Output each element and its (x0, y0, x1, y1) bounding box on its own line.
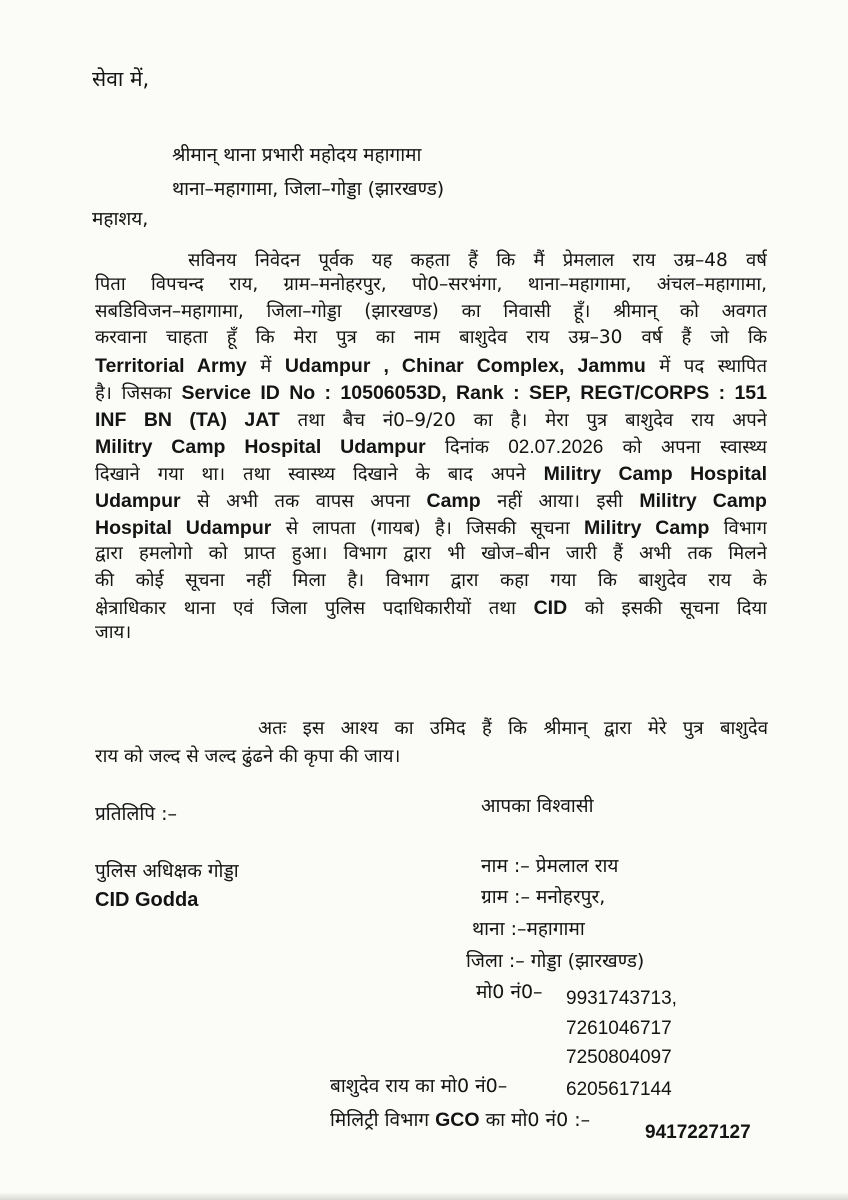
cid-word: CID (533, 597, 568, 619)
body-text: दिखाने गया था। तथा स्वास्थ्य दिखाने के बाद अपने (95, 464, 544, 485)
mobile-number-2: 7261046717 (566, 1018, 672, 1039)
gco-mobile-number: 9417227127 (645, 1122, 751, 1143)
service-id: Service ID No : 10506053D, Rank : SEP, REGT/CORPS : 151 (181, 382, 767, 404)
posting-location: Udampur , Chinar Complex, Jammu (284, 355, 646, 377)
body-line-14 (95, 595, 767, 622)
body-line-13: की कोई सूचना नहीं मिला है। विभाग द्वारा कहा गया कि बाशुदेव राय के (95, 570, 767, 591)
mobile-label: मो0 नं0– (476, 981, 543, 1003)
mobile-number-1: 9931743713, (566, 988, 677, 1009)
gco-word: GCO (435, 1109, 480, 1131)
son-mobile-number: 6205617144 (566, 1079, 672, 1100)
sender-village: ग्राम :– मनोहरपुर, (481, 886, 606, 908)
greeting: महाशय, (92, 208, 149, 230)
camp-name: Militry Camp (639, 490, 767, 512)
body-text: विभाग (709, 518, 767, 539)
sender-district: जिला :– गोड्डा (झारखण्ड) (466, 950, 645, 972)
body-line-15: जाय। (95, 622, 132, 643)
body-line-2: पिता विपचन्द राय, ग्राम–मनोहरपुर, पो0–सरभंगा, थाना–महागामा, अंचल–महागामा, (95, 274, 767, 295)
body-text: क्षेत्राधिकार थाना एवं जिला पुलिस पदाधिकारीयों तथा (95, 598, 534, 619)
body-text: नहीं आया। इसी (480, 491, 640, 512)
body-line-4: करवाना चाहता हूँ कि मेरा पुत्र का नाम बाशुदेव राय उम्र–30 वर्ष हैं जो कि (95, 327, 767, 348)
page-bottom-edge (0, 1192, 848, 1200)
body-line-8 (95, 434, 767, 461)
sender-thana: थाना :–महागामा (472, 918, 585, 940)
sender-name: नाम :– प्रेमलाल राय (481, 855, 619, 877)
copy-recipient-1: पुलिस अधिक्षक गोड्डा (95, 860, 239, 882)
hospital-name: Udampur (95, 490, 181, 512)
body-line-12: द्वारा हमलोगो को प्राप्त हुआ। विभाग द्वारा भी खोज–बीन जारी हैं अभी तक मिलने (95, 543, 767, 564)
request-line-2: राय को जल्द से जल्द ढुंढने की कृपा की जाय। (95, 746, 401, 767)
visit-date: 02.07.2026 (508, 437, 604, 458)
body-text: को अपना स्वास्थ्य (603, 437, 767, 458)
camp-word: Camp (426, 490, 481, 512)
body-text: तथा बैच नं0–9/20 का है। मेरा पुत्र बाशुदेव राय अपने (279, 410, 767, 431)
unit-name: INF BN (TA) JAT (95, 409, 280, 431)
body-line-5 (95, 353, 767, 380)
body-line-3: सबडिविजन–महागामा, जिला–गोड्डा (झारखण्ड) का निवासी हूँ। श्रीमान् को अवगत (95, 301, 767, 322)
gco-label-text: का मो0 नं0 :– (479, 1109, 591, 1131)
body-line-7 (95, 407, 767, 434)
body-text: को इसकी सूचना दिया (567, 598, 767, 619)
son-mobile-label: बाशुदेव राय का मो0 नं0– (330, 1075, 508, 1097)
gco-mobile-label (330, 1107, 590, 1133)
hospital-name: Militry Camp Hospital (543, 463, 767, 485)
copy-recipient-2: CID Godda (95, 889, 199, 911)
body-text: में पद स्थापित (645, 356, 767, 377)
body-line-9 (95, 461, 767, 488)
body-line-6 (95, 380, 767, 407)
hospital-name: Hospital Udampur (95, 517, 272, 539)
army-name: Territorial Army (95, 355, 247, 377)
salutation: सेवा में, (92, 67, 150, 91)
mobile-number-3: 7250804097 (566, 1047, 672, 1068)
hospital-name: Militry Camp Hospital Udampur (95, 436, 426, 458)
body-line-1: सविनय निवेदन पूर्वक यह कहता हैं कि मैं प्रेमलाल राय उम्र–48 वर्ष (188, 250, 767, 271)
gco-label-text: मिलिट्री विभाग (330, 1109, 436, 1131)
body-text: से अभी तक वापस अपना (180, 491, 427, 512)
addressee-line-2: थाना–महागामा, जिला–गोड्डा (झारखण्ड) (172, 178, 445, 200)
body-text: दिनांक (425, 437, 509, 458)
copy-label: प्रतिलिपि :– (95, 803, 178, 825)
body-text: में (246, 356, 285, 377)
addressee-line-1: श्रीमान् थाना प्रभारी महोदय महागामा (172, 144, 422, 166)
body-text: से लापता (गायब) है। जिसकी सूचना (271, 518, 585, 539)
body-line-10 (95, 488, 767, 515)
request-line-1: अतः इस आश्य का उमिद हैं कि श्रीमान् द्वारा मेरे पुत्र बाशुदेव (258, 718, 768, 739)
camp-name: Militry Camp (584, 517, 710, 539)
closing: आपका विश्वासी (481, 795, 594, 817)
body-text: है। जिसका (95, 383, 182, 404)
body-line-11 (95, 515, 767, 542)
